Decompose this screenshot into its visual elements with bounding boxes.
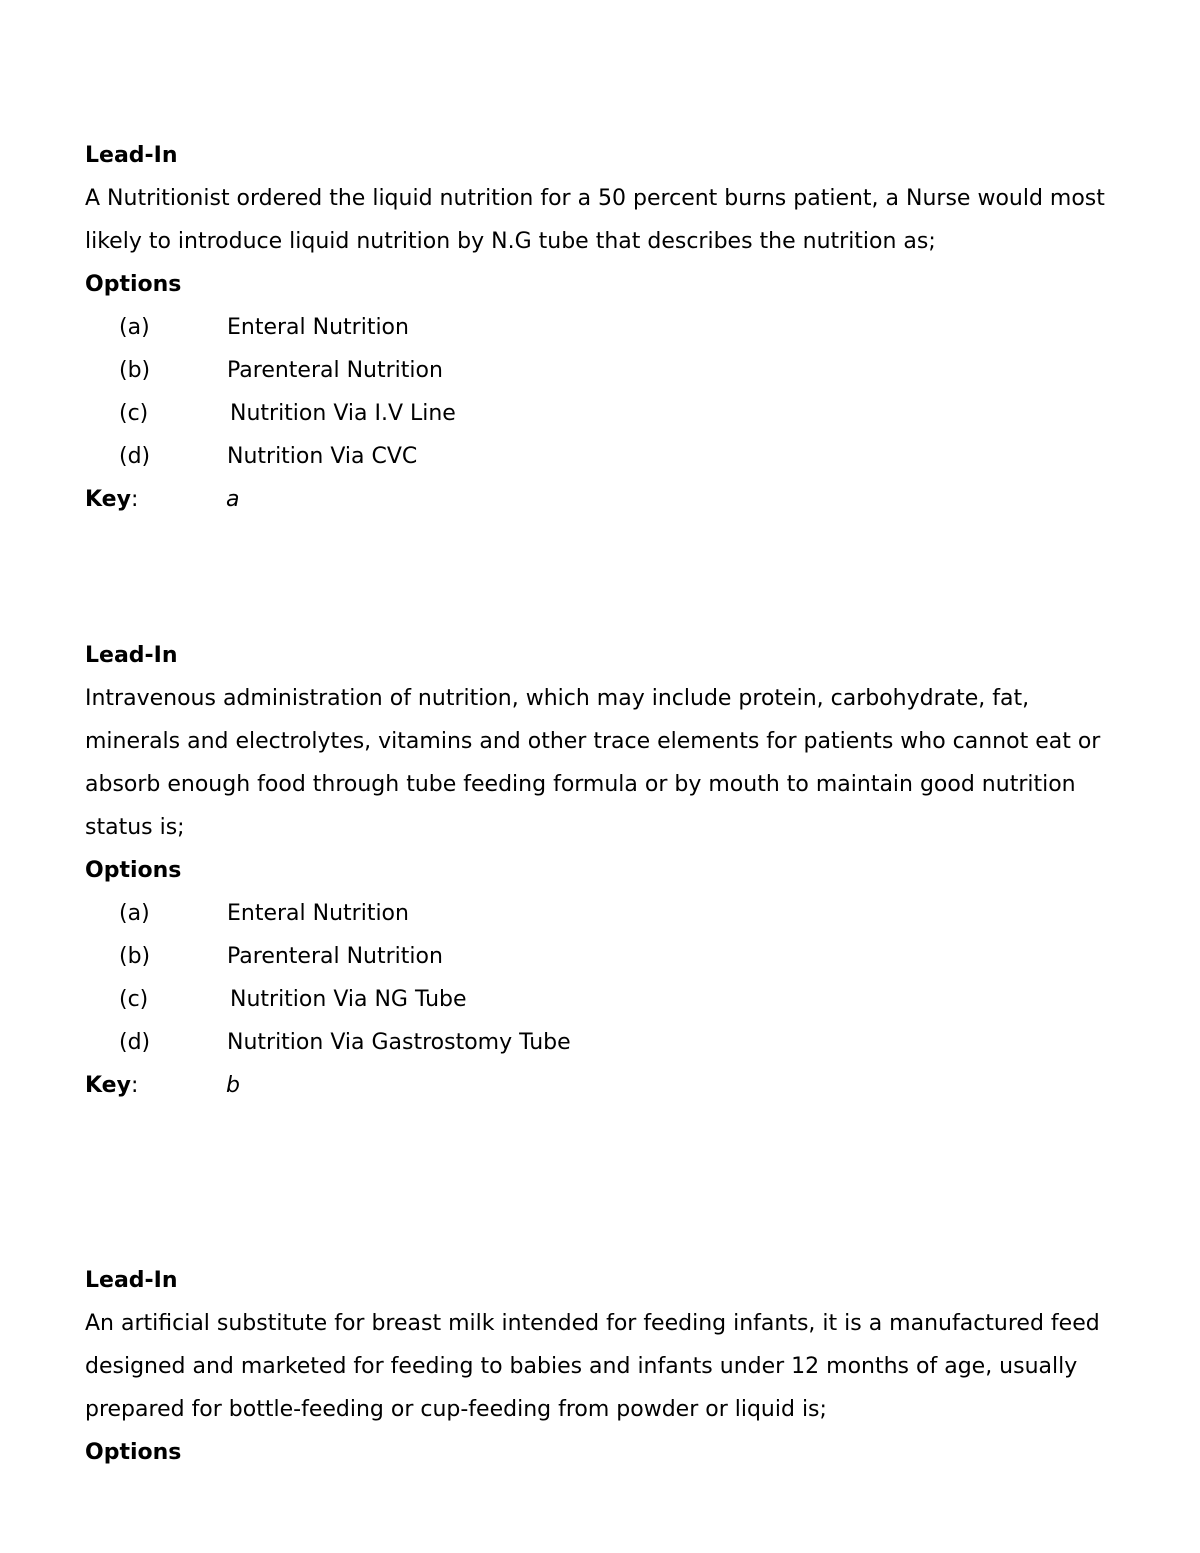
answer-key xyxy=(85,1064,1115,1107)
option-letter: (b) xyxy=(119,358,151,383)
key-value: b xyxy=(226,1073,240,1098)
option-b xyxy=(85,935,1115,978)
option-b xyxy=(85,349,1115,392)
question-stem: A Nutritionist ordered the liquid nutrition for a 50 percent burns patient, a Nurse would most likely to introduce liquid nutrition by N.G tube that describes the nutrition as; xyxy=(85,186,1105,254)
option-d xyxy=(85,1021,1115,1064)
lead-in-heading: Lead-In xyxy=(85,143,178,168)
option-text: Enteral Nutrition xyxy=(227,315,409,340)
options-heading: Options xyxy=(85,272,182,297)
option-text: Nutrition Via NG Tube xyxy=(230,987,467,1012)
option-letter: (c) xyxy=(119,401,149,426)
option-text: Nutrition Via Gastrostomy Tube xyxy=(227,1030,571,1055)
option-text: Enteral Nutrition xyxy=(227,901,409,926)
option-letter: (a) xyxy=(119,901,150,926)
question-block-1 xyxy=(85,134,1115,521)
question-block-3 xyxy=(85,1259,1115,1474)
answer-key xyxy=(85,478,1115,521)
question-stem: An artificial substitute for breast milk intended for feeding infants, it is a manufactured feed designed and marketed for feeding to babies and infants under 12 months of age, usually prepared for bottle-feeding or cup-feeding from powder or liquid is; xyxy=(85,1311,1100,1422)
option-a xyxy=(85,892,1115,935)
option-letter: (c) xyxy=(119,987,149,1012)
option-c xyxy=(85,392,1115,435)
key-label: Key xyxy=(85,487,131,512)
key-label: Key xyxy=(85,1073,131,1098)
option-letter: (a) xyxy=(119,315,150,340)
key-colon: : xyxy=(130,1073,139,1098)
option-text: Parenteral Nutrition xyxy=(227,944,443,969)
option-c xyxy=(85,978,1115,1021)
question-block-2 xyxy=(85,634,1115,1107)
option-letter: (b) xyxy=(119,944,151,969)
option-letter: (d) xyxy=(119,1030,151,1055)
option-letter: (d) xyxy=(119,444,151,469)
option-a xyxy=(85,306,1115,349)
key-colon: : xyxy=(130,487,139,512)
options-heading: Options xyxy=(85,858,182,883)
option-text: Nutrition Via CVC xyxy=(227,444,418,469)
option-d xyxy=(85,435,1115,478)
options-heading: Options xyxy=(85,1440,182,1465)
option-text: Nutrition Via I.V Line xyxy=(230,401,456,426)
option-text: Parenteral Nutrition xyxy=(227,358,443,383)
question-stem: Intravenous administration of nutrition, which may include protein, carbohydrate, fat, minerals and electrolytes, vitamins and other trace elements for patients who cannot eat or absorb enough food through tube feeding formula or by mouth to maintain good nutrition status is; xyxy=(85,686,1101,840)
lead-in-heading: Lead-In xyxy=(85,1268,178,1293)
lead-in-heading: Lead-In xyxy=(85,643,178,668)
key-value: a xyxy=(226,487,240,512)
